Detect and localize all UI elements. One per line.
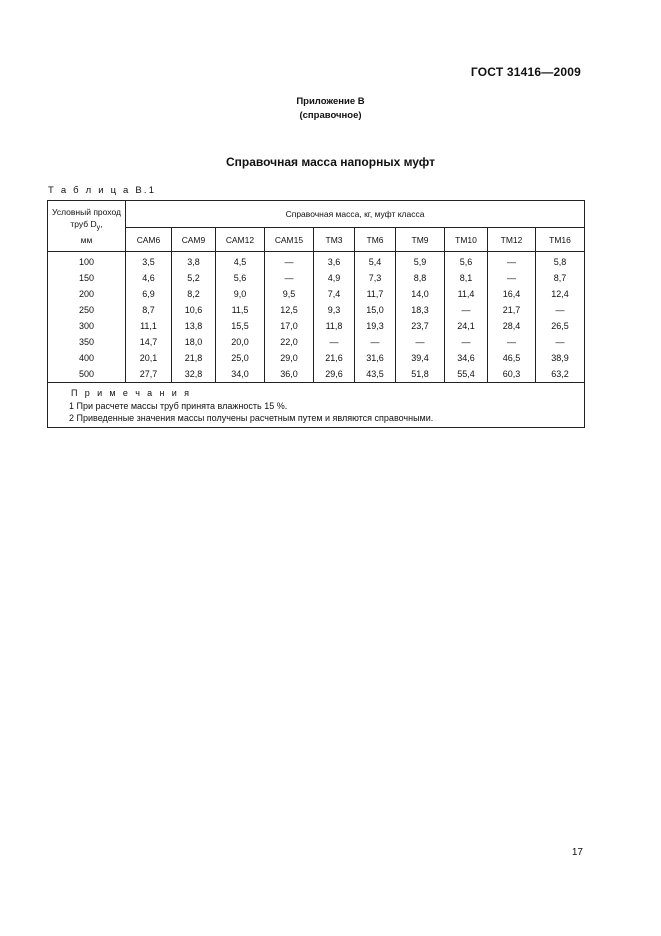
mass-cell: 13,8	[172, 318, 216, 334]
mass-cell: 5,8	[536, 252, 585, 271]
note-1: 1 При расчете массы труб принята влажность 15 %.	[69, 400, 288, 411]
mass-cell: 7,3	[355, 270, 396, 286]
mass-cell: —	[488, 252, 536, 271]
class-header-тм16: ТМ16	[536, 228, 585, 252]
class-header-row	[48, 228, 585, 252]
note-2: 2 Приведенные значения массы получены расчетным путем и являются справочными.	[69, 413, 434, 423]
table-row	[48, 350, 585, 366]
mass-cell: 12,4	[536, 286, 585, 302]
dn-cell: 300	[48, 318, 126, 334]
appendix-type: (справочное)	[299, 110, 362, 121]
mass-cell: —	[396, 334, 445, 350]
mass-cell: 5,6	[216, 270, 265, 286]
mass-cell: 20,1	[126, 350, 172, 366]
table-row	[48, 302, 585, 318]
mass-cell: 5,4	[355, 252, 396, 271]
mass-cell: —	[536, 334, 585, 350]
mass-cell: 3,8	[172, 252, 216, 271]
mass-cell: 8,8	[396, 270, 445, 286]
mass-cell: —	[355, 334, 396, 350]
mass-cell: —	[488, 270, 536, 286]
class-header-сам12: САМ12	[216, 228, 265, 252]
document-title: Справочная масса напорных муфт	[225, 155, 436, 169]
mass-cell: 63,2	[536, 366, 585, 383]
mass-cell: 21,8	[172, 350, 216, 366]
mass-cell: —	[265, 252, 314, 271]
mass-cell: 38,9	[536, 350, 585, 366]
class-header-тм3: ТМ3	[314, 228, 355, 252]
mass-cell: 14,7	[126, 334, 172, 350]
mass-cell: 31,6	[355, 350, 396, 366]
mass-cell: 12,5	[265, 302, 314, 318]
mass-cell: 9,0	[216, 286, 265, 302]
dn-cell: 400	[48, 350, 126, 366]
dn-cell: 500	[48, 366, 126, 383]
mass-cell: 11,8	[314, 318, 355, 334]
mass-cell: 36,0	[265, 366, 314, 383]
mass-cell: 18,3	[396, 302, 445, 318]
mass-cell: 39,4	[396, 350, 445, 366]
table-row	[48, 286, 585, 302]
mass-cell: —	[314, 334, 355, 350]
dn-cell: 350	[48, 334, 126, 350]
mass-cell: 7,4	[314, 286, 355, 302]
class-header-тм6: ТМ6	[355, 228, 396, 252]
mass-cell: 6,9	[126, 286, 172, 302]
mass-cell: 8,7	[126, 302, 172, 318]
mass-cell: 19,3	[355, 318, 396, 334]
dn-cell: 250	[48, 302, 126, 318]
dn-header: Условный проход труб $D_у$, мм	[48, 201, 126, 252]
mass-cell: 15,5	[216, 318, 265, 334]
mass-cell: —	[445, 302, 488, 318]
table-row	[48, 252, 585, 271]
mass-cell: —	[536, 302, 585, 318]
mass-cell: 28,4	[488, 318, 536, 334]
mass-cell: 16,4	[488, 286, 536, 302]
notes-title: П р и м е ч а н и я	[71, 388, 192, 398]
dn-cell: 200	[48, 286, 126, 302]
page-number: 17	[571, 847, 583, 858]
mass-cell: 60,3	[488, 366, 536, 383]
mass-cell: 3,5	[126, 252, 172, 271]
mass-cell: 51,8	[396, 366, 445, 383]
mass-cell: 10,6	[172, 302, 216, 318]
mass-cell: 27,7	[126, 366, 172, 383]
table-row	[48, 334, 585, 350]
mass-cell: 26,5	[536, 318, 585, 334]
mass-cell: —	[265, 270, 314, 286]
dn-unit: мм	[80, 234, 93, 245]
mass-cell: 22,0	[265, 334, 314, 350]
dn-cell: 100	[48, 252, 126, 271]
mass-cell: 5,6	[445, 252, 488, 271]
mass-cell: 9,3	[314, 302, 355, 318]
mass-cell: —	[488, 334, 536, 350]
mass-cell: 46,5	[488, 350, 536, 366]
mass-cell: 34,6	[445, 350, 488, 366]
mass-cell: 11,5	[216, 302, 265, 318]
mass-cell: 8,1	[445, 270, 488, 286]
mass-cell: 15,0	[355, 302, 396, 318]
dn-header-text: Условный проход труб D	[52, 207, 121, 230]
appendix-title: Приложение В	[296, 96, 365, 107]
table-row	[48, 270, 585, 286]
mass-cell: 21,7	[488, 302, 536, 318]
mass-cell: 20,0	[216, 334, 265, 350]
group-header: Справочная масса, кг, муфт класса	[126, 201, 585, 228]
mass-cell: 8,7	[536, 270, 585, 286]
notes-cell	[48, 383, 585, 428]
mass-cell: 18,0	[172, 334, 216, 350]
mass-cell: 14,0	[396, 286, 445, 302]
appendix-heading	[0, 95, 661, 123]
table-caption: Т а б л и ц а В.1	[48, 185, 157, 196]
class-header-тм12: ТМ12	[488, 228, 536, 252]
mass-cell: 34,0	[216, 366, 265, 383]
mass-cell: 32,8	[172, 366, 216, 383]
mass-cell: 24,1	[445, 318, 488, 334]
mass-cell: 8,2	[172, 286, 216, 302]
mass-cell: 43,5	[355, 366, 396, 383]
mass-cell: 29,0	[265, 350, 314, 366]
class-header-сам9: САМ9	[172, 228, 216, 252]
mass-cell: 25,0	[216, 350, 265, 366]
dn-subscript: у	[96, 223, 101, 232]
mass-cell: 17,0	[265, 318, 314, 334]
mass-cell: 4,9	[314, 270, 355, 286]
mass-cell: 11,7	[355, 286, 396, 302]
mass-cell: 11,4	[445, 286, 488, 302]
table-row	[48, 366, 585, 383]
mass-table	[47, 200, 585, 428]
mass-cell: 5,2	[172, 270, 216, 286]
class-header-сам15: САМ15	[265, 228, 314, 252]
mass-cell: —	[445, 334, 488, 350]
table-body	[48, 252, 585, 383]
mass-cell: 21,6	[314, 350, 355, 366]
class-header-тм9: ТМ9	[396, 228, 445, 252]
mass-cell: 23,7	[396, 318, 445, 334]
mass-cell: 9,5	[265, 286, 314, 302]
mass-cell: 5,9	[396, 252, 445, 271]
mass-cell: 4,6	[126, 270, 172, 286]
dn-cell: 150	[48, 270, 126, 286]
mass-cell: 11,1	[126, 318, 172, 334]
table-row	[48, 318, 585, 334]
mass-cell: 4,5	[216, 252, 265, 271]
mass-cell: 55,4	[445, 366, 488, 383]
mass-cell: 29,6	[314, 366, 355, 383]
mass-cell: 3,6	[314, 252, 355, 271]
class-header-тм10: ТМ10	[445, 228, 488, 252]
standard-code: ГОСТ 31416—2009	[470, 65, 581, 79]
class-header-сам6: САМ6	[126, 228, 172, 252]
